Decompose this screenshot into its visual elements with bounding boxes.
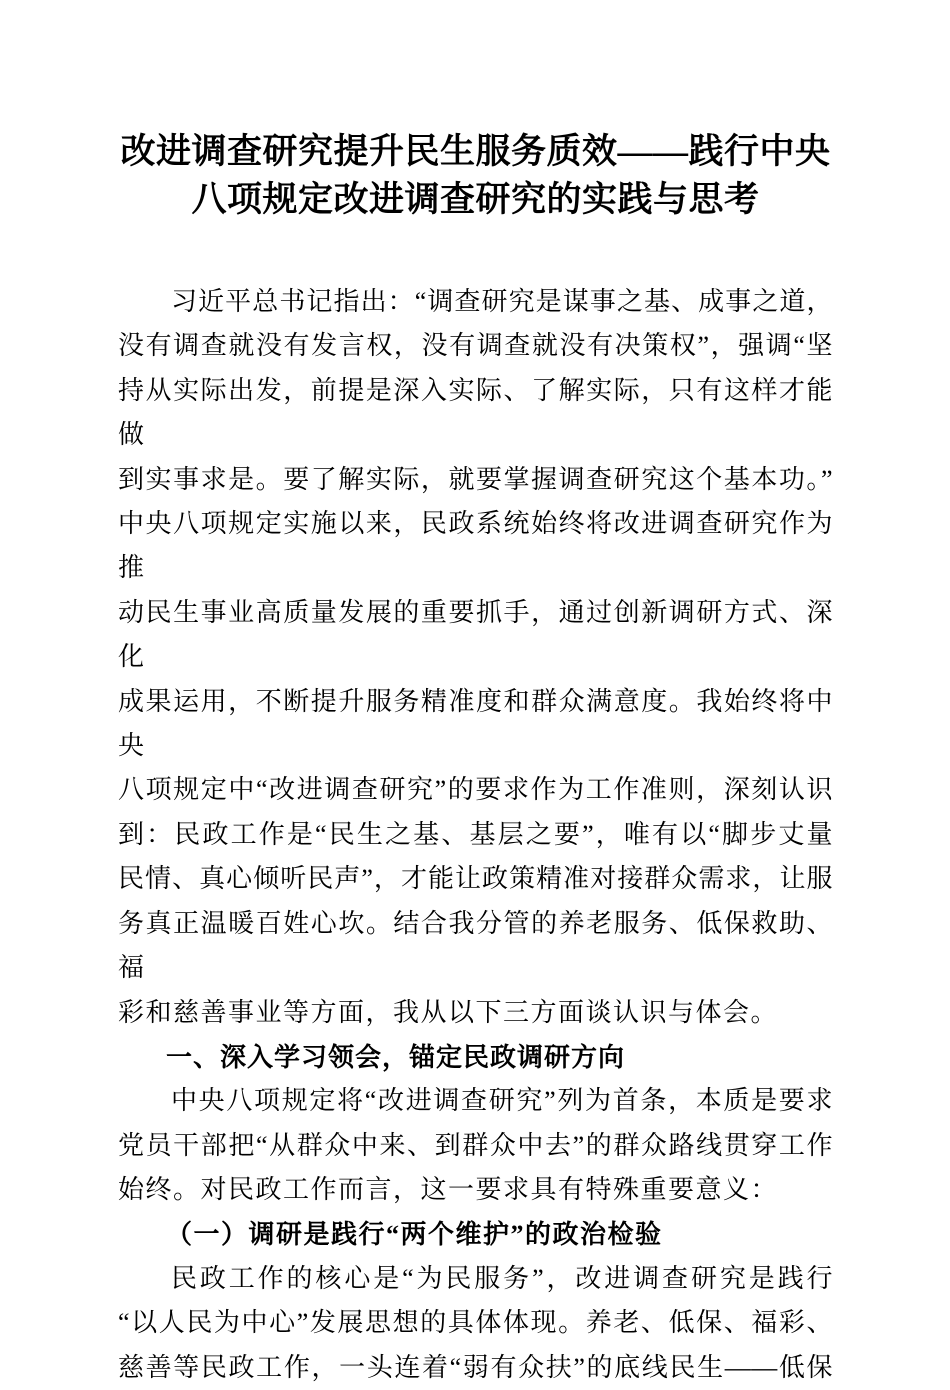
paragraph-line: 持从实际出发，前提是深入实际、了解实际，只有这样才能做 [118, 375, 833, 450]
paragraph-line: 党员干部把“从群众中来、到群众中去”的群众路线贯穿工作 [118, 1130, 833, 1160]
paragraph-line: 民政工作的核心是“为民服务”，改进调查研究是践行 [171, 1263, 833, 1293]
paragraph-line: 彩和慈善事业等方面，我从以下三方面谈认识与体会。 [118, 997, 779, 1027]
paragraph-line: 到实事求是。要了解实际，就要掌握调查研究这个基本功。” [118, 464, 833, 494]
paragraph-line: 八项规定中“改进调查研究”的要求作为工作准则，深刻认识 [118, 775, 833, 805]
paragraph-line: 慈善等民政工作，一头连着“弱有众扶”的底线民生——低保 [118, 1352, 833, 1382]
paragraph-line: 中央八项规定实施以来，民政系统始终将改进调查研究作为推 [118, 509, 833, 583]
subsection-heading-1: （一）调研是践行“两个维护”的政治检验 [166, 1219, 663, 1249]
paragraph-line: 民情、真心倾听民声”，才能让政策精准对接群众需求，让服 [118, 864, 833, 894]
paragraph-line: 务真正温暖百姓心坎。结合我分管的养老服务、低保救助、福 [118, 908, 833, 983]
document-title-line-2: 八项规定改进调查研究的实践与思考 [191, 180, 760, 219]
section-heading-1: 一、深入学习领会，锚定民政调研方向 [166, 1041, 626, 1072]
paragraph-line: 中央八项规定将“改进调查研究”列为首条，本质是要求 [171, 1086, 833, 1116]
document-title-line-1: 改进调查研究提升民生服务质效——践行中央 [120, 132, 831, 171]
document-body [118, 280, 833, 1390]
paragraph-line: “以人民为中心”发展思想的具体体现。养老、低保、福彩、 [118, 1308, 833, 1338]
paragraph-line: 习近平总书记指出：“调查研究是谋事之基、成事之道， [171, 287, 833, 316]
paragraph-line: 动民生事业高质量发展的重要抓手，通过创新调研方式、深化 [118, 597, 833, 672]
document-title [118, 128, 833, 224]
paragraph-line: 到：民政工作是“民生之基、基层之要”，唯有以“脚步丈量 [118, 819, 833, 849]
paragraph-line: 没有调查就没有发言权，没有调查就没有决策权”，强调“坚 [118, 331, 833, 361]
paragraph-line: 始终。对民政工作而言，这一要求具有特殊重要意义： [118, 1175, 779, 1205]
paragraph-line: 成果运用，不断提升服务精准度和群众满意度。我始终将中央 [118, 686, 833, 761]
